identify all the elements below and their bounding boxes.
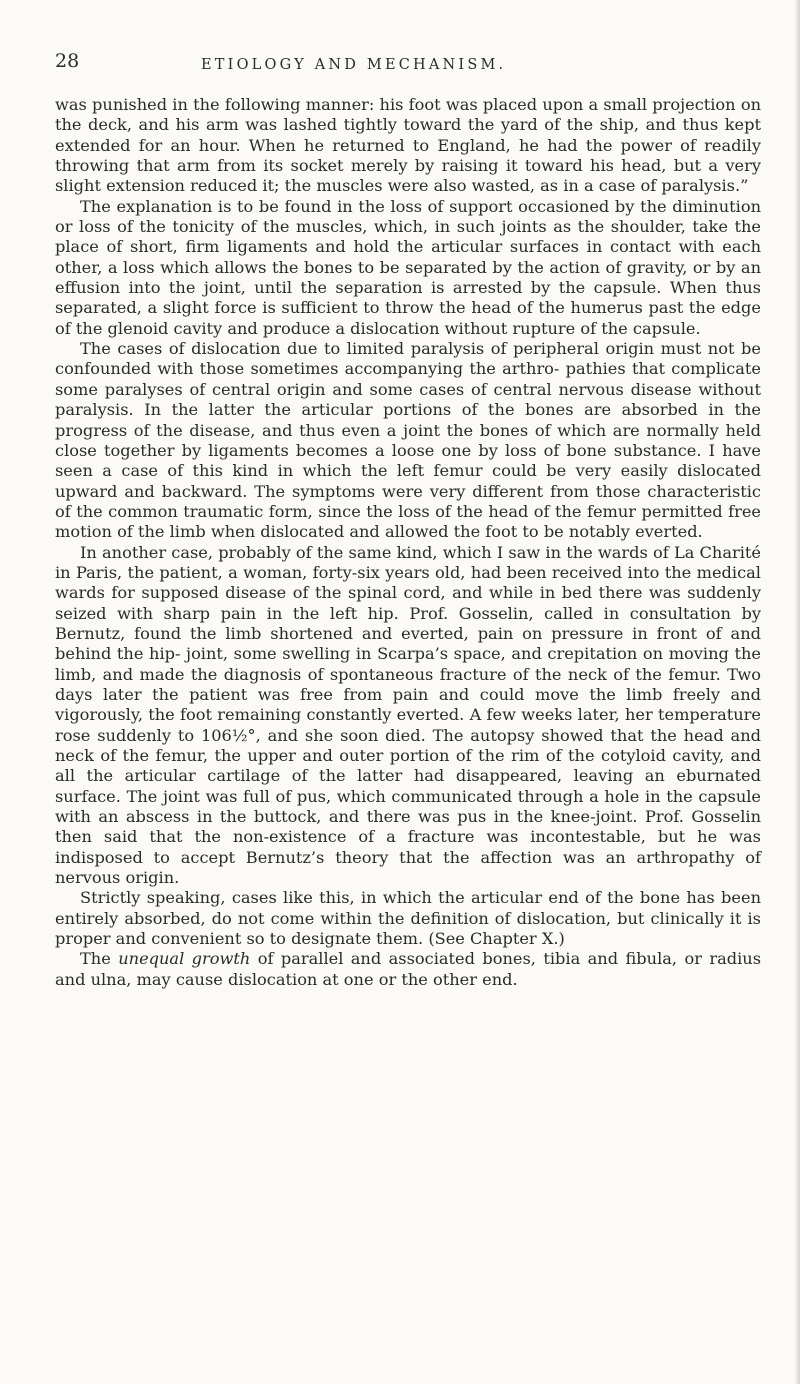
page-header: [55, 50, 755, 80]
paragraph-6-lead: The: [80, 949, 119, 969]
body-text: [55, 95, 761, 990]
paragraph-4: In another case, probably of the same kind, which I saw in the wards of La Charité in Paris, the patient, a woman, forty-six years old, had been received into the medical wards for supposed disease of the spinal cord, and while in bed there was suddenly seized with sharp pain in the left hip. Prof. Gosselin, called in consultation by Bernutz, found the limb shortened and everted, pain on pressure in front of and behind the hip- joint, some swelling in Scarpa’s space, and crepitation on moving the limb, and made the diagnosis of spontaneous fracture of the neck of the femur. Two days later the patient was free from pain and could move the limb freely and vigorously, the foot remaining constantly everted. A few weeks later, her temperature rose suddenly to 106½°, and she soon died. The autopsy showed that the head and neck of the femur, the upper and outer portion of the rim of the cotyloid cavity, and all the articular cartilage of the latter had disappeared, leaving an eburnated surface. The joint was full of pus, which communicated through a hole in the capsule with an abscess in the buttock, and there was pus in the knee-joint. Prof. Gosselin then said that the non-existence of a fracture was incontestable, but he was indisposed to accept Bernutz’s theory that the affection was an arthropathy of nervous origin.: [55, 542, 761, 888]
running-head: ETIOLOGY AND MECHANISM.: [201, 57, 507, 73]
paragraph-6: [55, 949, 761, 990]
paragraph-5: Strictly speaking, cases like this, in which the articular end of the bone has been entirely absorbed, do not come within the definition of dislocation, but clinically it is proper and convenient so to designate them. (See Chapter X.): [55, 888, 761, 949]
paragraph-6-italic: unequal growth: [118, 949, 251, 969]
paragraph-2: The explanation is to be found in the loss of support occasioned by the diminution or loss of the tonicity of the muscles, which, in such joints as the shoulder, take the place of short, firm ligaments and hold the articular surfaces in contact with each other, a loss which allows the bones to be separated by the action of gravity, or by an effusion into the joint, until the separation is arrested by the capsule. When thus separated, a slight force is sufficient to throw the head of the humerus past the edge of the glenoid cavity and produce a dislocation without rupture of the capsule.: [55, 196, 761, 338]
page-number: 28: [55, 50, 80, 72]
paragraph-1: was punished in the following manner: his foot was placed upon a small projection on the deck, and his arm was lashed tightly toward the yard of the ship, and thus kept extended for an hour. When he returned to England, he had the power of readily throwing that arm from its socket merely by raising it toward his head, but a very slight extension reduced it; the muscles were also wasted, as in a case of paralysis.”: [55, 95, 761, 196]
paragraph-6-rest: of parallel and associated bones, tibia and fibula, or radius and ulna, may cause dislocation at one or the other end.: [55, 949, 762, 989]
page-edge-shadow: [794, 0, 800, 1384]
paragraph-3: The cases of dislocation due to limited paralysis of peripheral origin must not be confounded with those sometimes accompanying the arthro- pathies that complicate some paralyses of central origin and some cases of central nervous disease without paralysis. In the latter the articular portions of the bones are absorbed in the progress of the disease, and thus even a joint the bones of which are normally held close together by ligaments becomes a loose one by loss of bone substance. I have seen a case of this kind in which the left femur could be very easily dislocated upward and backward. The symptoms were very different from those characteristic of the common traumatic form, since the loss of the head of the femur permitted free motion of the limb when dislocated and allowed the foot to be notably everted.: [55, 339, 761, 542]
